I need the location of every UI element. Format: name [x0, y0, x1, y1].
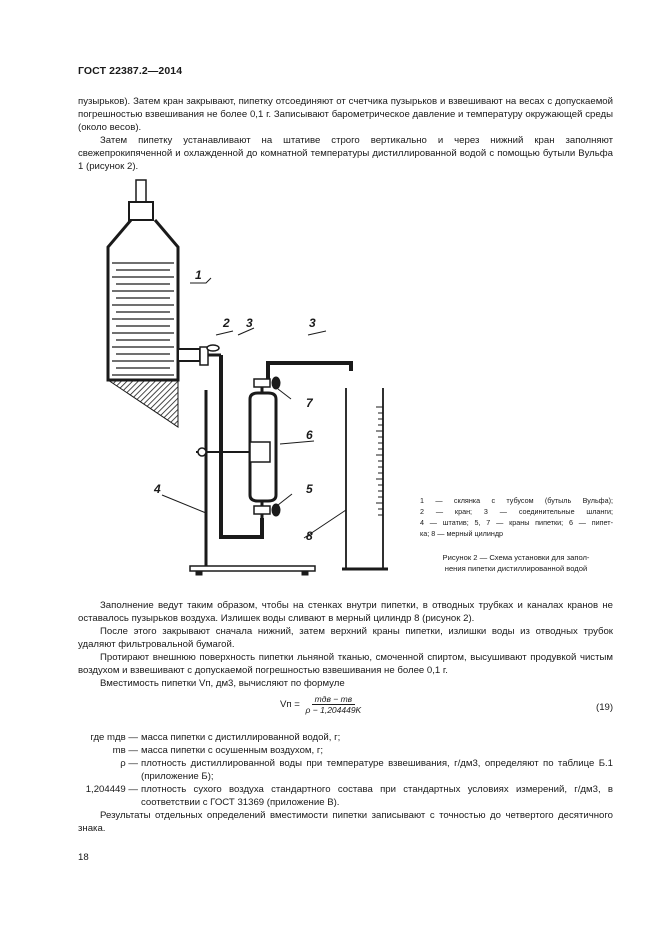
paragraph-intro-1: пузырьков). Затем кран закрывают, пипетку отсоединяют от счетчика пузырьков и взвешивают на весах с допускаемой погрешностью взвешивания не более 0,1 г. Записывают барометрическое давление и температуру окружающей среды (около весов).	[78, 96, 613, 133]
label-7: 7	[306, 396, 313, 410]
figure-legend	[420, 495, 613, 539]
label-1: 1	[195, 268, 202, 282]
definition-text: масса пипетки с осушенным воздухом, г;	[141, 745, 323, 756]
definition-item	[78, 783, 613, 809]
tap-2	[178, 345, 221, 365]
definition-item	[78, 731, 613, 744]
tap-5	[254, 504, 280, 516]
connecting-hoses	[221, 355, 351, 537]
definition-symbol: mв —	[112, 745, 138, 756]
definition-symbol: 1,204449 —	[85, 784, 138, 795]
tap-7	[254, 377, 280, 389]
legend-line: 4 — штатив; 5, 7 — краны пипетки; 6 — пипет-	[420, 518, 613, 527]
caption-line-2: нения пипетки дистиллированной водой	[444, 564, 588, 573]
formula-number: (19)	[596, 702, 614, 713]
definition-item	[78, 744, 613, 757]
definition-text: масса пипетки с дистиллированной водой, г;	[141, 732, 341, 743]
definition-symbol: где mдв —	[90, 732, 138, 743]
caption-line-1: Рисунок 2 — Схема установки для запол-	[442, 553, 590, 562]
legend-line: 2 — кран; 3 — соединительные шланги;	[420, 507, 613, 516]
legend-line: ка; 8 — мерный цилиндр	[420, 529, 504, 538]
definition-text: плотность сухого воздуха стандартного состава при стандартных условиях измерений, г/дм3, в соответствии с ГОСТ 31369 (приложение В).	[141, 784, 613, 808]
definition-symbol: ρ —	[120, 758, 138, 769]
label-3-right: 3	[309, 316, 316, 330]
definition-text: плотность дистиллированной воды при температуре взвешивания, г/дм3, определяют по таблице Б.1 (приложение Б);	[141, 758, 613, 782]
label-3-left: 3	[246, 316, 253, 330]
definitions-list	[78, 731, 613, 835]
page-number: 18	[78, 852, 89, 863]
legend-line: 1 — склянка с тубусом (бутыль Вульфа);	[420, 496, 613, 505]
formula-denominator: ρ − 1,204449K	[305, 705, 362, 715]
formula-19	[280, 694, 364, 715]
body-text	[78, 599, 613, 690]
label-8: 8	[306, 529, 313, 543]
paragraph-4: После этого закрывают сначала нижний, затем верхний краны пипетки, излишки воды из отводных трубок удаляют фильтровальной бумагой.	[78, 626, 613, 650]
formula-fraction	[303, 694, 365, 715]
document-header: ГОСТ 22387.2—2014	[78, 65, 183, 77]
label-5: 5	[306, 482, 313, 496]
label-2: 2	[223, 316, 230, 330]
paragraph-3: Заполнение ведут таким образом, чтобы на стенках внутри пипетки, в отводных трубках и каналах кранов не оставалось пузырьков воздуха. Излишек воды сливают в мерный цилиндр 8 (рисунок 2).	[78, 600, 613, 624]
wulff-bottle	[108, 180, 178, 380]
label-4: 4	[154, 482, 161, 496]
formula-numerator: mдв − mв	[312, 694, 355, 705]
pipette	[250, 385, 276, 518]
label-6: 6	[306, 428, 313, 442]
closing-paragraph: Результаты отдельных определений вместимости пипетки записывают с точностью до четвертого десятичного знака.	[78, 810, 613, 834]
intro-text	[78, 95, 613, 173]
paragraph-intro-2: Затем пипетку устанавливают на штативе строго вертикально и через нижний кран заполняют свежепрокипяченной и охлажденной до комнатной температуры дистиллированной водой с помощью бутыли Вульфа 1 (рисунок 2).	[78, 135, 613, 172]
paragraph-5: Протирают внешнюю поверхность пипетки льняной тканью, смоченной спиртом, высушивают продувкой чистым воздухом и взвешивают с допускаемой погрешностью взвешивания не более 0,1 г.	[78, 652, 613, 676]
measuring-cylinder	[342, 388, 388, 569]
formula-lhs: Vп =	[280, 699, 300, 711]
paragraph-6: Вместимость пипетки Vп, дм3, вычисляют по формуле	[100, 678, 345, 689]
bottle-support	[108, 380, 178, 427]
figure-caption	[418, 552, 614, 574]
definition-item	[78, 757, 613, 783]
